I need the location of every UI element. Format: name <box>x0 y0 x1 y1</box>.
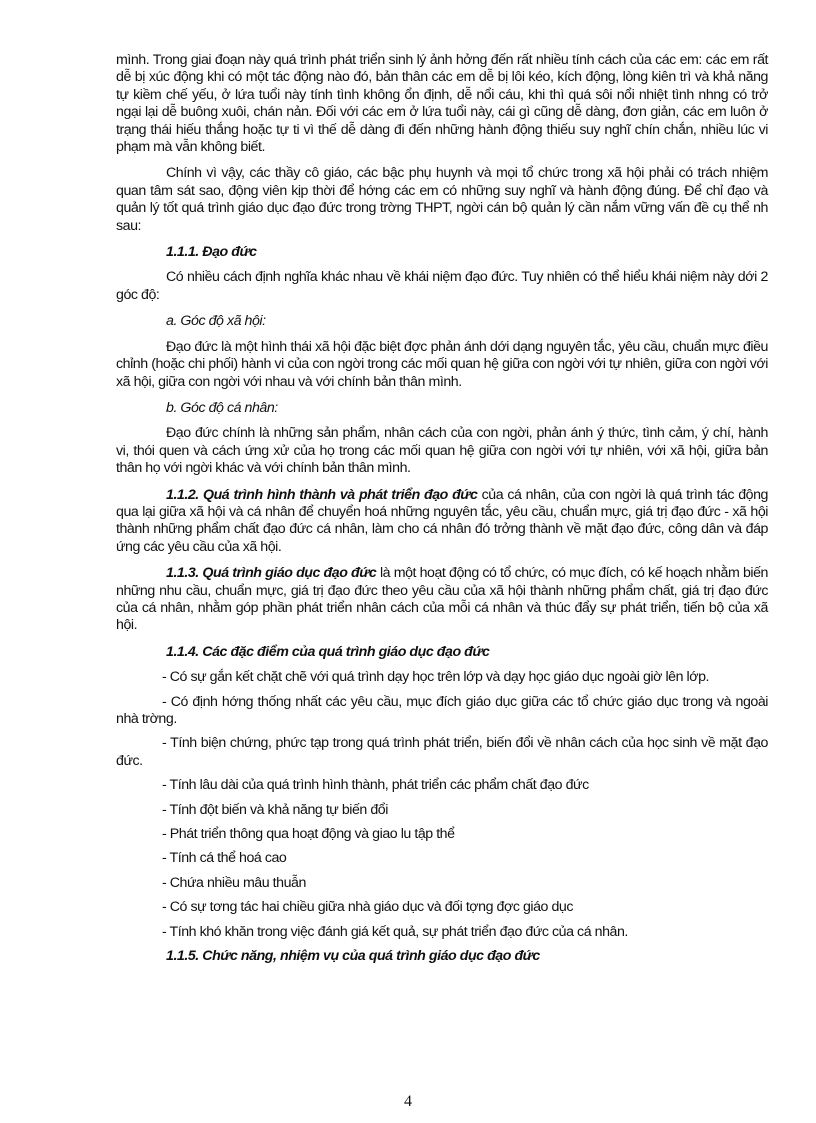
paragraph-1-1-2 <box>116 487 768 557</box>
list-item: - Tính biện chứng, phức tạp trong quá trình phát triển, biến đổi về nhân cách của học sinh về mặt đạo đức. <box>116 735 768 769</box>
intro-paragraph-1: mình. Trong giai đoạn này quá trình phát triển sinh lý ảnh hởng đến rất nhiều tính cách của các em: các em rất dễ bị xúc động khi có một tác động nào đó, bản thân các em dễ bị lôi kéo, kích động, lòng kiên trì và khả năng tự kiềm chế yếu, ở lứa tuổi này tính tình không ổn định, dễ nổi cáu, khi thì quá sôi nổi nhiệt tình nhng có trở ngại lại dễ buông xuôi, chán nản. Đối với các em ở lứa tuổi này, cái gì cũng dễ dàng, đơn giản, các em luôn ở trạng thái hiếu thắng hoặc tự ti vì thế dễ dàng đi đến những hành động thiếu suy nghĩ chín chắn, nhiều lúc vi phạm mà vẫn không biết. <box>116 52 768 156</box>
characteristics-list <box>116 669 768 941</box>
page-number: 4 <box>404 1093 412 1110</box>
list-item: - Có sự gắn kết chặt chẽ với quá trình dạy học trên lớp và dạy học giáo dục ngoài giờ lên lớp. <box>162 669 710 686</box>
document-page <box>116 52 768 973</box>
heading-1-1-5: 1.1.5. Chức năng, nhiệm vụ của quá trình giáo dục đạo đức <box>166 948 540 965</box>
paragraph-1-1-1: Có nhiều cách định nghĩa khác nhau về khái niệm đạo đức. Tuy nhiên có thể hiểu khái niệm này dới 2 góc độ: <box>116 269 768 303</box>
list-item: - Tính cá thể hoá cao <box>162 850 287 867</box>
heading-1-1-1: 1.1.1. Đạo đức <box>166 244 257 261</box>
text-1-1-2: của cá nhân, của con ngời là quá trình tác động qua lại giữa xã hội và cá nhân để chuyển hoá những nguyên tắc, yêu cầu, chuẩn mực, giá trị đạo đức - xã hội thành những phẩm chất đạo đức cá nhân, làm cho cá nhân đó trởng thành về mặt đạo đức, công dân và đáp ứng các yêu cầu của xã hội. <box>116 486 768 555</box>
list-item: - Tính đột biến và khả năng tự biến đổi <box>162 801 388 818</box>
heading-1-1-3: 1.1.3. Quá trình giáo dục đạo đức <box>166 565 377 582</box>
list-item: - Tính lâu dài của quá trình hình thành, phát triển các phẩm chất đạo đức <box>162 777 589 794</box>
list-item: - Tính khó khăn trong việc đánh giá kết quả, sự phát triển đạo đức của cá nhân. <box>162 923 628 940</box>
intro-paragraph-2: Chính vì vậy, các thầy cô giáo, các bậc phụ huynh và mọi tổ chức trong xã hội phải có trách nhiệm quan tâm sát sao, động viên kịp thời để hớng các em có những suy nghĩ và hành động đúng. Để chỉ đạo và quản lý tốt quá trình giáo dục đạo đức trong trờng THPT, ngời cán bộ quản lý cần nắm vững vấn đề cụ thể nh sau: <box>116 165 768 234</box>
list-item: - Có sự tơng tác hai chiều giữa nhà giáo dục và đối tợng đợc giáo dục <box>162 899 574 916</box>
paragraph-1-1-3 <box>116 565 768 635</box>
heading-1-1-2: 1.1.2. Quá trình hình thành và phát triển đạo đức <box>166 486 478 503</box>
list-item: - Chứa nhiều mâu thuẫn <box>162 874 306 891</box>
subheading-individual-angle: b. Góc độ cá nhân: <box>166 399 278 416</box>
paragraph-social-angle: Đạo đức là một hình thái xã hội đặc biệt đợc phản ánh dới dạng nguyên tắc, yêu cầu, chuẩn mực điều chỉnh (hoặc chi phối) hành vi của con ngời trong các mối quan hệ giữa con ngời với tự nhiên, giữa con ngời với xã hội, giữa con ngời với nhau và với chính bản thân mình. <box>116 338 768 390</box>
text-1-1-3: là một hoạt động có tổ chức, có mục đích, có kế hoạch nhằm biến những nhu cầu, chuẩn mực, giá trị đạo đức theo yêu cầu của xã hội thành những phẩm chất, giá trị đạo đức của cá nhân, nhằm góp phần phát triển nhân cách của mỗi cá nhân và thúc đẩy sự phát triển, tiến bộ của xã hội. <box>116 565 768 634</box>
list-item: - Có định hớng thống nhất các yêu cầu, mục đích giáo dục giữa các tổ chức giáo dục trong và ngoài nhà trờng. <box>116 693 768 727</box>
subheading-social-angle: a. Góc độ xã hội: <box>166 313 266 330</box>
list-item: - Phát triển thông qua hoạt động và giao lu tập thể <box>162 826 455 843</box>
paragraph-individual-angle: Đạo đức chính là những sản phẩm, nhân cách của con ngời, phản ánh ý thức, tình cảm, ý chí, hành vi, thói quen và cách ứng xử của họ trong các mối quan hệ giữa con ngời với tự nhiên, với xã hội, giữa bản thân họ với ngời khác và với chính bản thân mình. <box>116 425 768 477</box>
heading-1-1-4: 1.1.4. Các đặc điểm của quá trình giáo dục đạo đức <box>166 643 490 660</box>
